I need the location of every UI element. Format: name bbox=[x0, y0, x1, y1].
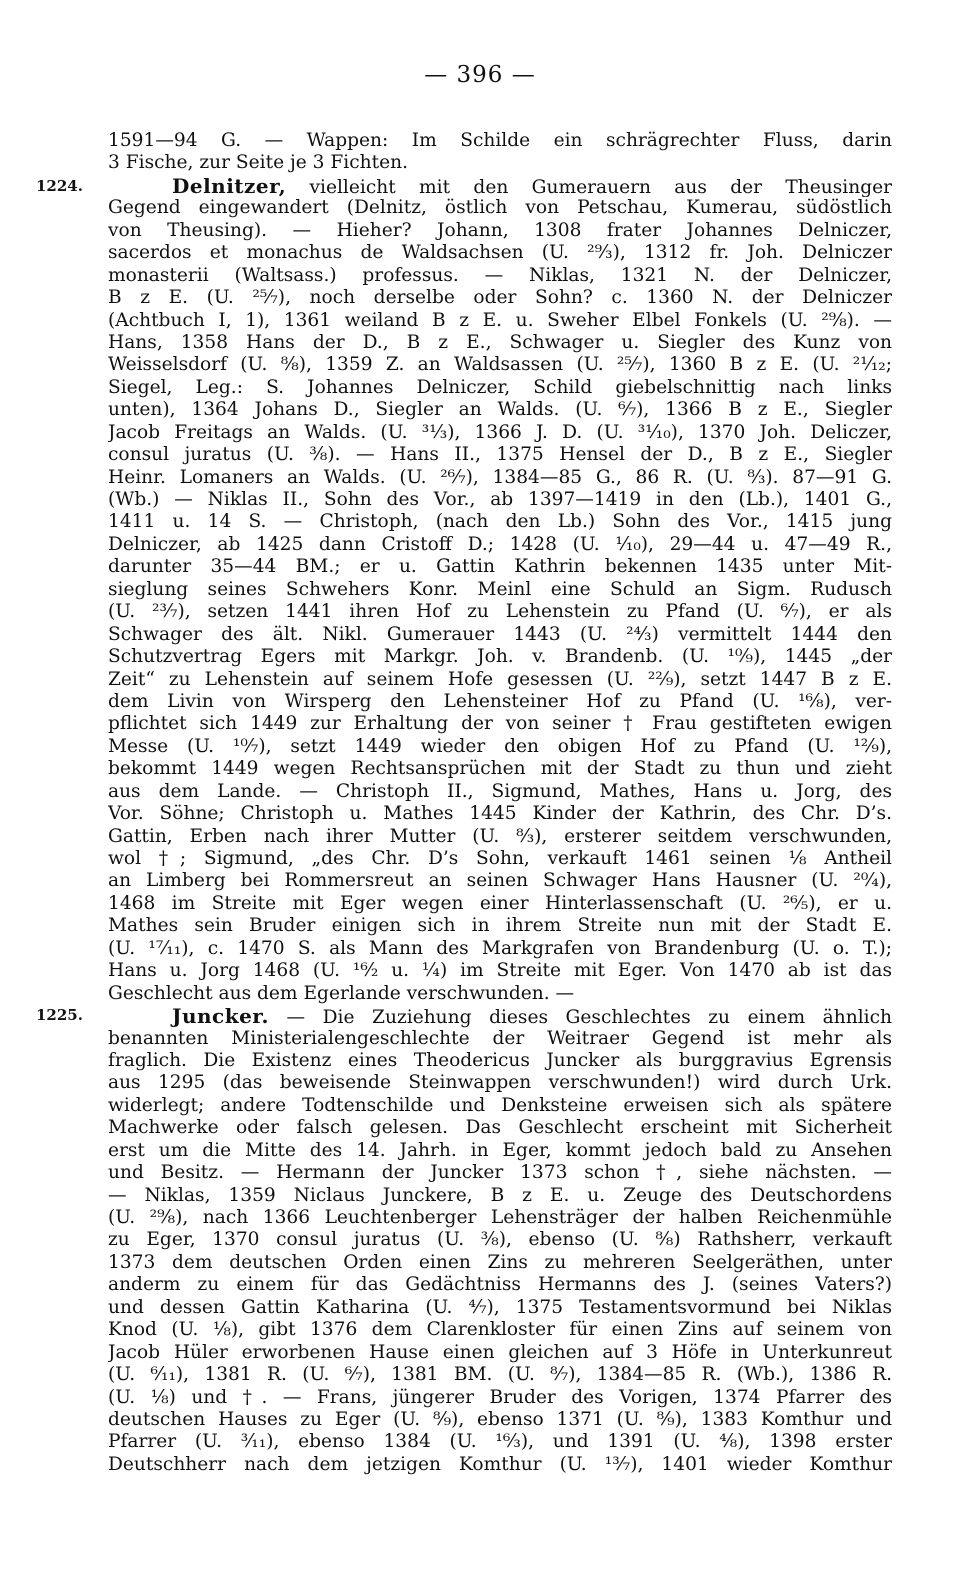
text-line: Schutzvertrag Egers mit Markgr. Joh. v. Brandenb. (U. ¹⁰⁄₉), 1445 „der bbox=[108, 646, 892, 668]
text-line: und dessen Gattin Katharina (U. ⁴⁄₇), 1375 Testamentsvormund bei Niklas bbox=[108, 1296, 892, 1318]
body-text bbox=[108, 130, 892, 1476]
text-line: wol †; Sigmund, „des Chr. D’s Sohn, verkauft 1461 seinen ⅛ Antheil bbox=[108, 848, 892, 869]
text-line: Heinr. Lomaners an Walds. (U. ²⁶⁄₇), 1384—85 G., 86 R. (U. ⁸⁄₃). 87—91 G. bbox=[108, 466, 892, 488]
text-line: Siegel, Leg.: S. Johannes Delniczer, Schild giebelschnittig nach links bbox=[108, 376, 892, 398]
text-line: 1411 u. 14 S. — Christoph, (nach den Lb.) Sohn des Vor., 1415 jung bbox=[108, 511, 892, 533]
text-line: 3 Fische, zur Seite je 3 Fichten. bbox=[108, 152, 409, 174]
text-line: zu Eger, 1370 consul juratus (U. ³⁄₈), ebenso (U. ⁸⁄₈) Rathsherr, verkauft bbox=[108, 1229, 892, 1251]
text-line: (U. ²⁹⁄₈), nach 1366 Leuchtenberger Lehensträger der halben Reichenmühle bbox=[108, 1207, 892, 1228]
text-line: von Theusing). — Hieher? Johann, 1308 frater Johannes Delniczer, bbox=[108, 219, 892, 241]
entry-heading-juncker: Juncker. — Die Zuziehung dieses Geschlechtes zu einem ähnlich bbox=[172, 1005, 892, 1028]
text-line: Gattin, Erben nach ihrer Mutter (U. ⁸⁄₃), ersterer seitdem verschwunden, bbox=[108, 825, 892, 847]
text-line: Weisselsdorf (U. ⁸⁄₈), 1359 Z. an Waldsassen (U. ²⁵⁄₇), 1360 B z E. (U. ²¹⁄₁₂; bbox=[108, 354, 892, 376]
text-line: erst um die Mitte des 14. Jahrh. in Eger, kommt jedoch bald zu Ansehen bbox=[108, 1139, 892, 1161]
text-line: pflichtet sich 1449 zur Erhaltung der von seiner † Frau gestifteten ewigen bbox=[108, 713, 892, 735]
text-line: darunter 35—44 BM.; er u. Gattin Kathrin bekennen 1435 unter Mit- bbox=[108, 556, 892, 578]
text-line: Delniczer, ab 1425 dann Cristoff D.; 1428 (U. ¹⁄₁₀), 29—44 u. 47—49 R., bbox=[108, 533, 892, 555]
text-line: benannten Ministerialengeschlechte der Weitraer Gegend ist mehr als bbox=[108, 1027, 892, 1049]
text-line: Jacob Freitags an Walds. (U. ³¹⁄₃), 1366 J. D. (U. ³¹⁄₁₀), 1370 Joh. Deliczer, bbox=[108, 421, 892, 443]
text-line: (U. ⅛) und †. — Frans, jüngerer Bruder des Vorigen, 1374 Pfarrer des bbox=[108, 1386, 892, 1408]
page-number: — 396 — bbox=[424, 62, 536, 88]
text-line: Hans u. Jorg 1468 (U. ¹⁶⁄₂ u. ¼) im Streite mit Eger. Von 1470 ab ist das bbox=[108, 960, 892, 982]
text-line: sacerdos et monachus de Waldsachsen (U. ²⁹⁄₃), 1312 fr. Joh. Delniczer bbox=[108, 242, 892, 264]
text-line: bekommt 1449 wegen Rechtsansprüchen mit der Stadt zu thun und zieht bbox=[108, 758, 892, 780]
entry-number-1225: 1225. bbox=[36, 1006, 83, 1024]
text-line: Jacob Hüler erworbenen Hause einen gleichen auf 3 Höfe in Unterkunreut bbox=[108, 1341, 892, 1363]
text-line: an Limberg bei Rommersreut an seinen Schwager Hans Hausner (U. ²⁰⁄₄), bbox=[108, 870, 892, 892]
text-line: Mathes sein Bruder einigen sich in ihrem Streite nun mit der Stadt E. bbox=[108, 915, 892, 937]
text-line: (Achtbuch I, 1), 1361 weiland B z E. u. Sweher Elbel Fonkels (U. ²⁹⁄₈). — bbox=[108, 309, 892, 331]
text-line: consul juratus (U. ³⁄₈). — Hans II., 1375 Hensel der D., B z E., Siegler bbox=[108, 444, 892, 466]
text-line: B z E. (U. ²⁵⁄₇), noch derselbe oder Sohn? c. 1360 N. der Delniczer bbox=[108, 287, 892, 309]
text-line: 1373 dem deutschen Orden einen Zins zu mehreren Seelgeräthen, unter bbox=[108, 1251, 892, 1273]
text-line: fraglich. Die Existenz eines Theodericus Juncker als burggravius Egrensis bbox=[108, 1049, 892, 1071]
text-line: (U. ²³⁄₇), setzen 1441 ihren Hof zu Lehenstein zu Pfand (U. ⁶⁄₇), er als bbox=[108, 601, 892, 623]
text-line: Schwager des ält. Nikl. Gumerauer 1443 (U. ²⁴⁄₃) vermittelt 1444 den bbox=[108, 623, 892, 645]
text-line: Gegend eingewandert (Delnitz, östlich von Petschau, Kumerau, südöstlich bbox=[108, 197, 892, 219]
text-line: monasterii (Waltsass.) professus. — Niklas, 1321 N. der Delniczer, bbox=[108, 264, 892, 286]
text-line: aus 1295 (das beweisende Steinwappen verschwunden!) wird durch Urk. bbox=[108, 1072, 892, 1094]
text-line: sieglung seines Schwehers Konr. Meinl eine Schuld an Sigm. Rudusch bbox=[108, 578, 892, 600]
text-line: Machwerke oder falsch gelesen. Das Geschlecht erscheint mit Sicherheit bbox=[108, 1117, 892, 1139]
text-line: (U. ⁶⁄₁₁), 1381 R. (U. ⁶⁄₇), 1381 BM. (U. ⁸⁄₇), 1384—85 R. (Wb.), 1386 R. bbox=[108, 1364, 892, 1386]
text-line: deutschen Hauses zu Eger (U. ⁸⁄₉), ebenso 1371 (U. ⁸⁄₉), 1383 Komthur und bbox=[108, 1408, 892, 1430]
text-line: Zeit“ zu Lehenstein auf seinem Hofe gesessen (U. ²²⁄₉), setzt 1447 B z E. bbox=[108, 668, 892, 690]
text-line: 1468 im Streite mit Eger wegen einer Hinterlassenschaft (U. ²⁶⁄₅), er u. bbox=[108, 892, 892, 914]
entry-number-1224: 1224. bbox=[36, 177, 83, 195]
text-line: (Wb.) — Niklas II., Sohn des Vor., ab 1397—1419 in den (Lb.), 1401 G., bbox=[108, 489, 892, 510]
text-line: Knod (U. ⅛), gibt 1376 dem Clarenkloster für einen Zins auf seinem von bbox=[108, 1319, 892, 1341]
surname: Juncker. bbox=[172, 1005, 269, 1028]
text-line: Deutschherr nach dem jetzigen Komthur (U. ¹³⁄₇), 1401 wieder Komthur bbox=[108, 1453, 892, 1475]
text-line: Messe (U. ¹⁰⁄₇), setzt 1449 wieder den obigen Hof zu Pfand (U. ¹²⁄₉), bbox=[108, 735, 892, 757]
entry-heading-delnitzer: Delnitzer, vielleicht mit den Gumerauern aus der Theusinger bbox=[172, 174, 892, 198]
text-line: (U. ¹⁷⁄₁₁), c. 1470 S. als Mann des Markgrafen von Brandenburg (U. o. T.); bbox=[108, 937, 892, 959]
text-line: Hans, 1358 Hans der D., B z E., Schwager u. Siegler des Kunz von bbox=[108, 331, 892, 353]
text-line: — Niklas, 1359 Niclaus Junckere, B z E. u. Zeuge des Deutschordens bbox=[108, 1184, 892, 1206]
text-line: 1591—94 G. — Wappen: Im Schilde ein schrägrechter Fluss, darin bbox=[108, 130, 892, 151]
text-line: unten), 1364 Johans D., Siegler an Walds. (U. ⁶⁄₇), 1366 B z E., Siegler bbox=[108, 399, 892, 421]
text-line: Vor. Söhne; Christoph u. Mathes 1445 Kinder der Kathrin, des Chr. D’s. bbox=[108, 803, 892, 825]
text-line: anderm zu einem für das Gedächtniss Hermanns des J. (seines Vaters?) bbox=[108, 1274, 892, 1296]
text-line: Pfarrer (U. ³⁄₁₁), ebenso 1384 (U. ¹⁶⁄₃), und 1391 (U. ⁴⁄₈), 1398 erster bbox=[108, 1431, 892, 1453]
text-line: dem Livin von Wirsperg den Lehensteiner Hof zu Pfand (U. ¹⁶⁄₈), ver- bbox=[108, 690, 892, 712]
text-line: aus dem Lande. — Christoph II., Sigmund, Mathes, Hans u. Jorg, des bbox=[108, 780, 892, 802]
text-line: widerlegt; andere Todtenschilde und Denksteine erweisen sich als spätere bbox=[108, 1094, 892, 1116]
surname: Delnitzer, bbox=[172, 174, 287, 198]
text-line: Geschlecht aus dem Egerlande verschwunden. — bbox=[108, 982, 575, 1004]
text-line: und Besitz. — Hermann der Juncker 1373 schon †, siehe nächsten. — bbox=[108, 1162, 892, 1184]
